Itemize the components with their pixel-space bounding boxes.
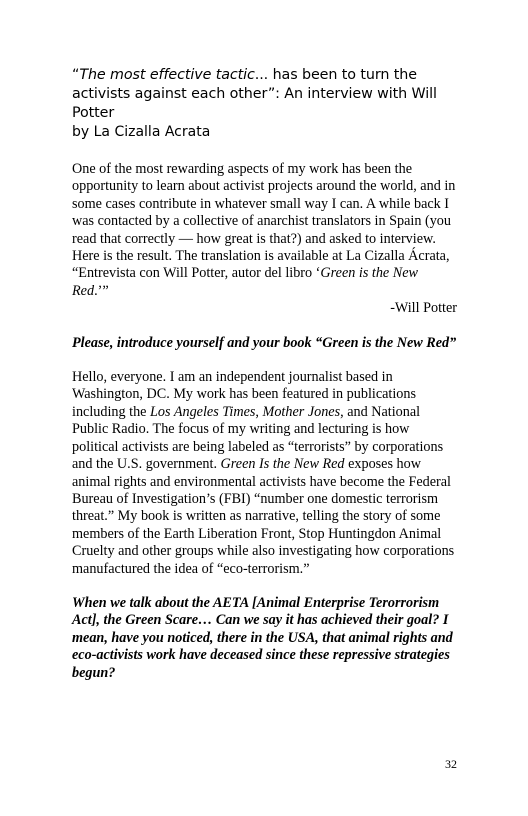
signature: -Will Potter xyxy=(390,300,457,317)
article-title xyxy=(72,66,457,123)
article xyxy=(72,66,457,699)
title-close-quote: ” xyxy=(267,86,276,102)
page-number: 32 xyxy=(445,757,457,771)
intro-text: One of the most rewarding aspects of my work has been the opportunity to learn about activist projects around the world, and in some cases contribute in whatever small way I can. A while back I was contacted by a collective of anarchist translators in Spain (you read that correctly — how great is that?) and asked to interview. Here is the result. The translation is available at La Cizalla Ácrata, “Entrevista con Will Potter, autor del libro ‘ xyxy=(72,161,456,282)
answer-1 xyxy=(72,369,457,578)
intro-paragraph xyxy=(72,161,457,300)
intro-text-end: .’” xyxy=(94,282,109,299)
answer-text: Hello, everyone. I am an independent journalist based in Washington, DC. My work has been featured in publications including the xyxy=(72,369,417,420)
title-open-quote: “ xyxy=(72,67,80,83)
title-tail: : An interview with Will Potter xyxy=(72,86,437,121)
answer-text: , and National Public Radio. The focus of my writing and lecturing is how political activists are being labeled as “terrorists” by corporations and the U.S. government. xyxy=(72,403,444,473)
answer-text: exposes how animal rights and environmental activists have become the Federal Bureau of Investigation’s (FBI) “number one domestic terrorism threat.” My book is written as narrative, telling the story of some members of the Earth Liberation Front, Stop Huntingdon Animal Cruelty and other groups while also investigating how corporations manufactured the idea of “eco-terrorism.” xyxy=(72,456,455,577)
question-2: When we talk about the AETA [Animal Enterprise Terorrorism Act], the Green Scare… Can we say it has achieved their goal? I mean, have you noticed, there in the USA, that animal rights and eco-activists work have deceased since these repressive strategies begun? xyxy=(72,594,453,681)
publication-name: Mother Jones xyxy=(262,403,341,420)
title-quote-part: ... has been to turn the activists against each other xyxy=(72,67,417,102)
intro-book-title: Green is the New Red xyxy=(72,265,418,299)
title-italic-part: The most effective tactic xyxy=(79,67,255,83)
publication-name: Los Angeles Times xyxy=(150,403,256,420)
answer-text: , xyxy=(255,403,263,420)
byline: by La Cizalla Acrata xyxy=(72,124,211,140)
book-title: Green Is the New Red xyxy=(220,456,345,473)
question-1: Please, introduce yourself and your book “Green is the New Red” xyxy=(72,334,457,351)
